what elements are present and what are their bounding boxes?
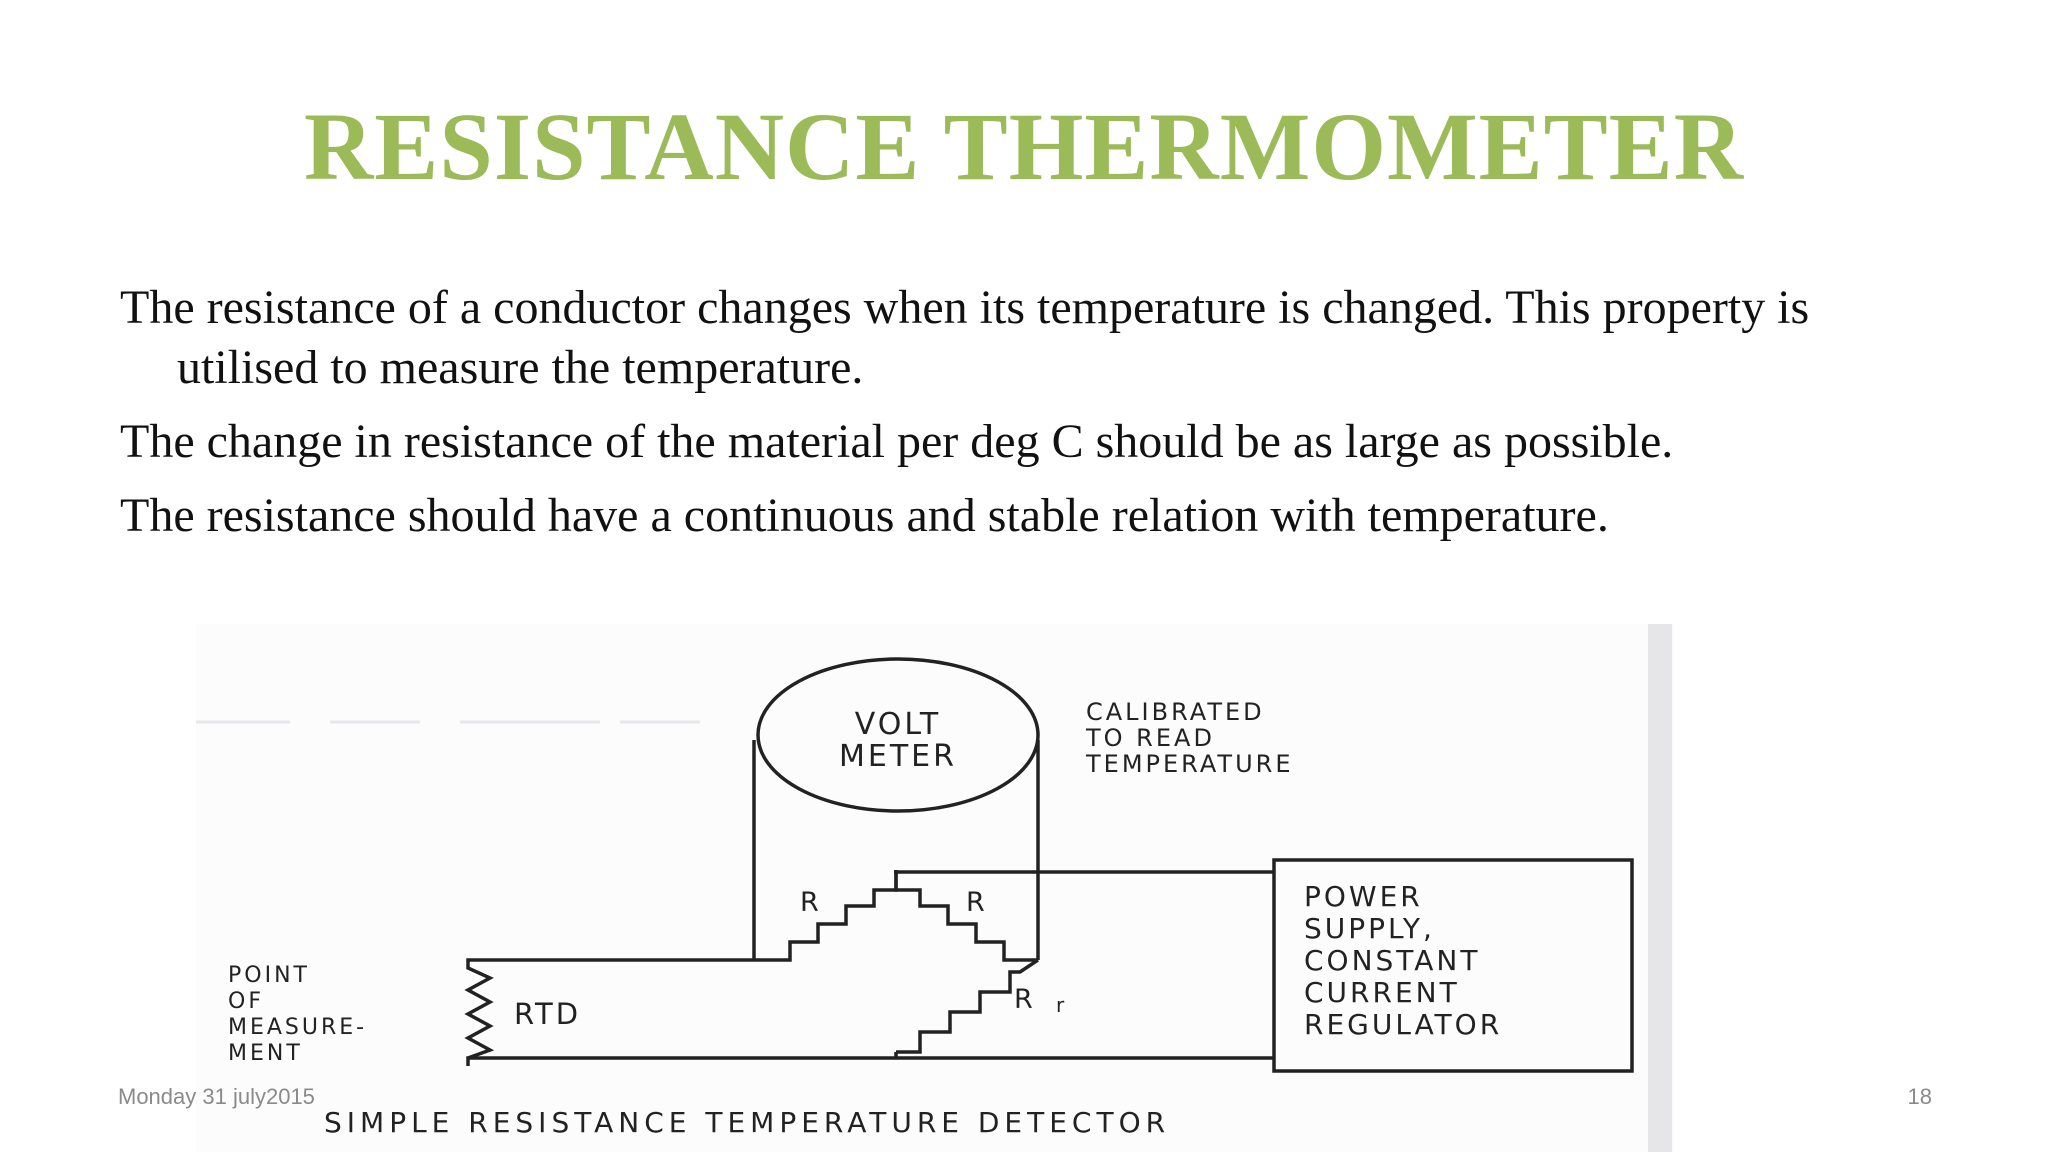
- rtd-circuit-diagram: [0, 600, 2048, 1152]
- rtd-label: RTD: [514, 997, 582, 1031]
- diagram-caption: SIMPLE RESISTANCE TEMPERATURE DETECTOR: [324, 1106, 1171, 1139]
- resistor-left-label: R: [800, 887, 822, 918]
- resistor-right-label: R: [966, 887, 988, 918]
- calibrated-label-1: CALIBRATED: [1086, 698, 1265, 726]
- point-label-1: POINT: [228, 963, 310, 988]
- resistor-rr-label: R: [1014, 984, 1036, 1015]
- calibrated-label-3: TEMPERATURE: [1086, 750, 1294, 778]
- footer-page-number: 18: [1907, 1084, 1932, 1109]
- footer-date: Monday 31 july2015: [118, 1084, 315, 1109]
- point-label-3: MEASURE-: [228, 1015, 368, 1040]
- wire-top-to-supply: [896, 870, 1274, 872]
- point-label-4: MENT: [228, 1041, 303, 1066]
- bullet-item: The change in resistance of the material per deg C should be as large as possible.: [120, 415, 1674, 468]
- slide-title: RESISTANCE THERMOMETER: [303, 93, 1745, 200]
- bullet-item: The resistance should have a continuous and stable relation with temperature.: [120, 489, 1609, 542]
- power-label-1: POWER: [1304, 880, 1423, 913]
- power-label-5: REGULATOR: [1304, 1008, 1503, 1041]
- voltmeter-label-2: METER: [839, 739, 957, 774]
- scan-edge: [1648, 624, 1672, 1152]
- voltmeter-label-1: VOLT: [854, 707, 942, 742]
- calibrated-label-2: TO READ: [1086, 724, 1215, 752]
- point-label-2: OF: [228, 989, 264, 1014]
- resistor-rr-subscript: r: [1056, 993, 1068, 1017]
- power-label-4: CURRENT: [1304, 976, 1460, 1009]
- bullet-list: [120, 278, 1950, 560]
- power-label-2: SUPPLY,: [1304, 912, 1435, 945]
- power-label-3: CONSTANT: [1304, 944, 1481, 977]
- diagram-background: [196, 624, 1674, 1152]
- bullet-item: The resistance of a conductor changes when its temperature is changed. This property is utilised to measure the temperature.: [120, 281, 1810, 394]
